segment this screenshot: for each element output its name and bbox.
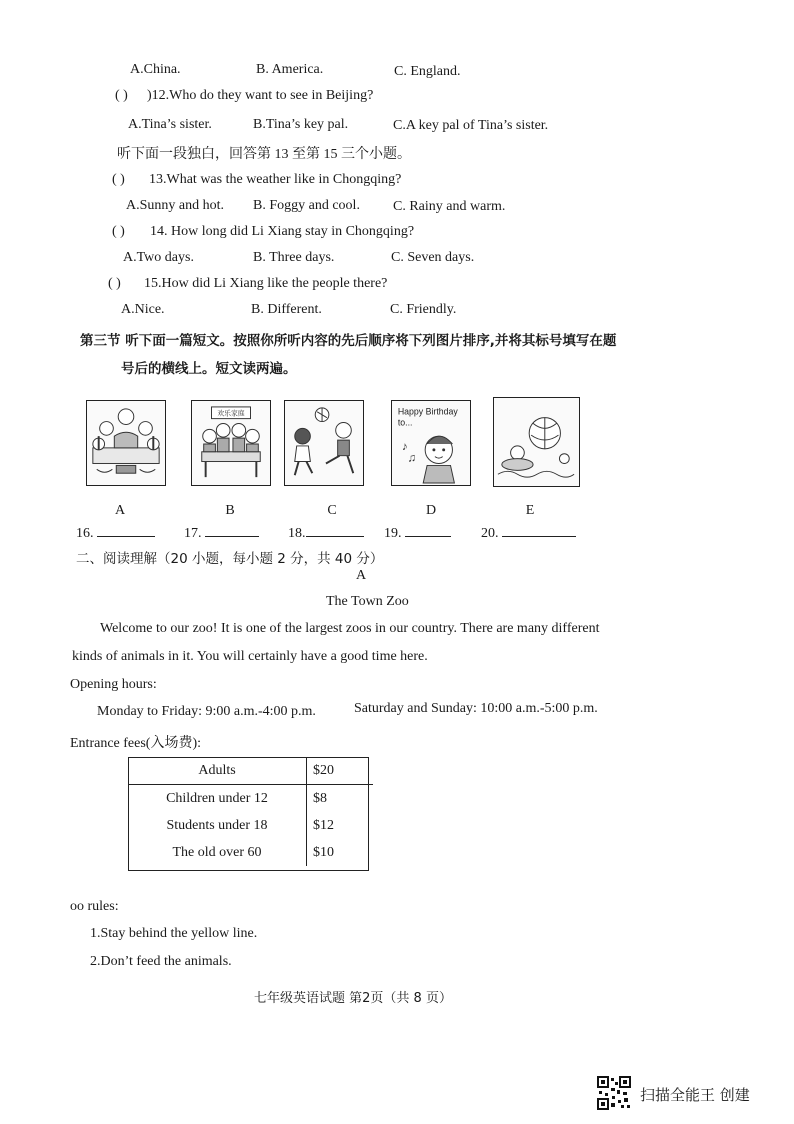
blank-17-number: 17. [184,526,202,541]
scanner-watermark-text: 扫描全能王 创建 [640,1086,750,1104]
picture-c-playing-soccer [284,400,364,486]
q12-answer-paren[interactable]: ( ) [115,88,128,103]
blank-16-number: 16. [76,526,94,541]
fees-price: $20 [307,757,374,785]
q13-option-a: A.Sunny and hot. [126,198,224,213]
blank-16-line[interactable] [97,536,155,537]
zoo-rule-2: 2.Don’t feed the animals. [90,954,232,969]
q13-answer-paren[interactable]: ( ) [112,172,125,187]
q14-answer-paren[interactable]: ( ) [112,224,125,239]
passage-intro-line2: kinds of animals in it. You will certainly have a good time here. [72,649,428,664]
fees-row-adults [128,757,373,785]
q15-option-c: C. Friendly. [390,302,457,317]
zoo-rules-label: oo rules: [70,899,119,914]
music-note-icon: ♫ [407,451,417,465]
zoo-rule-1: 1.Stay behind the yellow line. [90,926,258,941]
fees-row-old [128,839,373,866]
picture-a-family-party [86,400,166,486]
q12-stem: )12.Who do they want to see in Beijing? [147,88,374,103]
soccer-illustration [285,401,363,485]
blank-18-number: 18. [288,526,306,541]
picture-d-birthday-card [391,400,471,486]
picture-b-family-dinner [191,400,271,486]
fees-price: $8 [313,790,327,806]
blank-16[interactable] [76,526,155,542]
music-note-icon: ♪ [401,439,408,453]
page-footer: 七年级英语试题 第2页（共 8 页） [254,991,452,1006]
picture-b-label: B [225,503,235,518]
q14-stem: 14. How long did Li Xiang stay in Chongqing? [150,224,415,239]
fees-who: Students under 18 [128,812,307,839]
blank-20[interactable] [481,526,576,542]
q13-option-b: B. Foggy and cool. [253,198,360,213]
section3-instruction-line1: 第三节 听下面一篇短文。按照你所听内容的先后顺序将下列图片排序,并将其标号填写在题 [80,333,617,349]
birthday-card-to: to... [397,417,413,428]
opening-hours-label: Opening hours: [70,677,157,692]
q15-option-b: B. Different. [251,302,322,317]
fees-who: Adults [128,757,307,785]
fees-price: $12 [313,817,334,833]
q15-stem: 15.How did Li Xiang like the people there? [144,276,388,291]
fees-table [128,757,373,866]
monologue-instruction: 听下面一段独白，回答第 13 至第 15 三个小题。 [117,147,411,162]
blank-18[interactable] [288,526,364,542]
passage-letter: A [356,568,367,583]
q13-stem: 13.What was the weather like in Chongqing? [149,172,402,187]
q12-option-c: C.A key pal of Tina’s sister. [393,118,549,133]
picture-e-beach-ball [493,397,580,487]
birthday-card-text: Happy Birthday [397,406,458,417]
blank-20-number: 20. [481,526,499,541]
picture-a-label: A [114,503,126,518]
fees-who: The old over 60 [128,839,307,866]
picture-d-label: D [425,503,437,518]
dinner-sign-text: 欢乐家庭 [217,409,245,418]
family-party-illustration [87,401,165,485]
fees-row-children [128,785,373,813]
blank-19[interactable] [384,526,451,542]
birthday-illustration [392,401,470,485]
section3-instruction-line2: 号后的横线上。短文读两遍。 [121,361,297,377]
q11-option-a: A.China. [130,62,181,77]
blank-19-number: 19. [384,526,402,541]
fees-row-students [128,812,373,839]
reading-section-header: 二、阅读理解（20 小题，每小题 2 分，共 40 分） [76,551,384,567]
blank-18-line[interactable] [306,536,364,537]
beach-illustration [494,398,579,486]
fees-who: Children under 12 [128,785,307,813]
q15-option-a: A.Nice. [121,302,165,317]
passage-title: The Town Zoo [326,594,409,609]
blank-17[interactable] [184,526,259,542]
q14-option-b: B. Three days. [253,250,335,265]
q15-answer-paren[interactable]: ( ) [108,276,121,291]
q14-option-c: C. Seven days. [391,250,475,265]
weekday-hours: Monday to Friday: 9:00 a.m.-4:00 p.m. [97,704,316,719]
picture-e-label: E [525,503,535,518]
family-dinner-illustration [192,401,270,485]
q12-option-a: A.Tina’s sister. [128,117,212,132]
passage-intro-line1: Welcome to our zoo! It is one of the largest zoos in our country. There are many different [100,621,600,636]
blank-17-line[interactable] [205,536,259,537]
entrance-fees-label: Entrance fees(入场费): [70,736,201,751]
q11-option-c: C. England. [394,64,461,79]
q14-option-a: A.Two days. [123,250,194,265]
weekend-hours: Saturday and Sunday: 10:00 a.m.-5:00 p.m. [354,701,598,716]
picture-c-label: C [327,503,337,518]
q12-option-b: B.Tina’s key pal. [253,117,349,132]
fees-price: $10 [313,844,334,860]
q11-option-b: B. America. [256,62,324,77]
blank-19-line[interactable] [405,536,451,537]
qr-code-icon [597,1076,631,1110]
q13-option-c: C. Rainy and warm. [393,199,506,214]
blank-20-line[interactable] [502,536,576,537]
